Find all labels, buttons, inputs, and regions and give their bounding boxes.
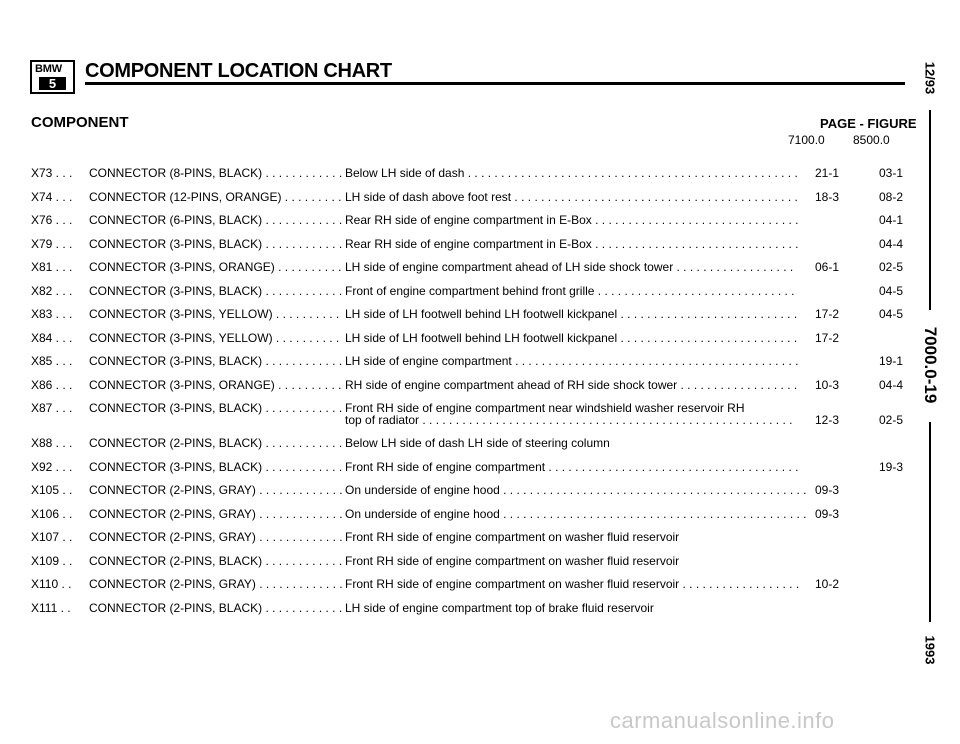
component-name: CONNECTOR (6-PINS, BLACK) . . . . . . . . . . . . — [89, 213, 343, 227]
side-margin-strip — [921, 60, 939, 668]
component-name: CONNECTOR (2-PINS, BLACK) . . . . . . . . . . . . — [89, 436, 343, 450]
location-text: Rear RH side of engine compartment in E-Box . . . . . . . . . . . . . . . . . . . . . . . . . . . . . . . — [345, 213, 799, 227]
table-row — [31, 260, 911, 284]
location-text: On underside of engine hood . . . . . . . . . . . . . . . . . . . . . . . . . . . . . . . . . . . . . . . . . . . . . . — [345, 506, 807, 521]
connector-id: X74 . . . — [31, 189, 73, 204]
connector-id: X92 . . . — [31, 459, 73, 474]
component-name: CONNECTOR (3-PINS, BLACK) . . . . . . . . . . . . — [89, 401, 343, 415]
page-8500: 02-5 — [878, 413, 903, 427]
table-row — [31, 483, 911, 507]
page-7100: 06-1 — [814, 260, 839, 274]
page-8500: 04-4 — [878, 236, 903, 251]
side-rule — [929, 422, 931, 622]
table-row — [31, 436, 911, 460]
location-text-continued: top of radiator . . . . . . . . . . . . . . . . . . . . . . . . . . . . . . . . . . . . . . . . . . . . . . . . . . . . . . . . — [345, 413, 793, 427]
location-text: LH side of engine compartment . . . . . . . . . . . . . . . . . . . . . . . . . . . . . . . . . . . . . . . . . . . — [345, 354, 799, 368]
component-name: CONNECTOR (8-PINS, BLACK) . . . . . . . . . . . . — [89, 166, 343, 180]
chart-header — [30, 60, 905, 94]
connector-id: X111 . . — [31, 600, 71, 615]
page-8500: 04-1 — [878, 213, 903, 227]
location-text: LH side of engine compartment top of brake fluid reservoir — [345, 600, 654, 615]
page-7100: 17-2 — [814, 307, 839, 321]
table-row — [31, 331, 911, 355]
page-8500: 02-5 — [878, 260, 903, 274]
component-name: CONNECTOR (3-PINS, YELLOW) . . . . . . . . . . — [89, 330, 340, 345]
page-7100: 12-3 — [814, 413, 839, 427]
component-name: CONNECTOR (3-PINS, ORANGE) . . . . . . . . . . — [89, 377, 342, 392]
table-row — [31, 284, 911, 308]
location-text: LH side of dash above foot rest . . . . . . . . . . . . . . . . . . . . . . . . . . . . . . . . . . . . . . . . . . . — [345, 189, 798, 204]
page-7100: 09-3 — [814, 506, 839, 521]
connector-id: X73 . . . — [31, 166, 73, 180]
table-row — [31, 166, 911, 190]
component-name: CONNECTOR (3-PINS, BLACK) . . . . . . . . . . . . — [89, 354, 343, 368]
table-row — [31, 401, 911, 436]
location-text: On underside of engine hood . . . . . . . . . . . . . . . . . . . . . . . . . . . . . . . . . . . . . . . . . . . . . . — [345, 483, 807, 497]
location-text: Below LH side of dash LH side of steering column — [345, 436, 610, 450]
side-page-number: 7000.0-19 — [921, 326, 940, 404]
page-7100: 10-2 — [814, 577, 839, 591]
table-row — [31, 213, 911, 237]
table-row — [31, 554, 911, 578]
page-8500: 04-5 — [878, 307, 903, 321]
side-rule — [929, 110, 931, 310]
component-table — [31, 166, 911, 624]
component-heading: COMPONENT — [31, 114, 129, 131]
location-text: LH side of engine compartment ahead of LH side shock tower . . . . . . . . . . . . . . . . . . — [345, 260, 794, 274]
table-row — [31, 307, 911, 331]
watermark: carmanualsonline.info — [610, 708, 835, 733]
component-name: CONNECTOR (2-PINS, GRAY) . . . . . . . . . . . . . — [89, 506, 343, 521]
table-row — [31, 460, 911, 484]
page-7100: 18-3 — [814, 189, 839, 204]
table-row — [31, 601, 911, 625]
location-text: LH side of LH footwell behind LH footwell kickpanel . . . . . . . . . . . . . . . . . . . . . . . . . . . — [345, 330, 798, 345]
component-name: CONNECTOR (12-PINS, ORANGE) . . . . . . . . . — [89, 189, 342, 204]
table-row — [31, 507, 911, 531]
connector-id: X109 . . — [31, 553, 73, 568]
location-text: Rear RH side of engine compartment in E-Box . . . . . . . . . . . . . . . . . . . . . . . . . . . . . . . — [345, 236, 799, 251]
page-7100: 10-3 — [814, 377, 839, 392]
page-8500: 08-2 — [878, 189, 903, 204]
connector-id: X83 . . . — [31, 307, 73, 321]
page-8500: 19-1 — [878, 354, 903, 368]
table-row — [31, 190, 911, 214]
page-7100: 17-2 — [814, 330, 839, 345]
connector-id: X84 . . . — [31, 330, 73, 345]
location-text: LH side of LH footwell behind LH footwell kickpanel . . . . . . . . . . . . . . . . . . . . . . . . . . . — [345, 307, 798, 321]
component-name: CONNECTOR (2-PINS, GRAY) . . . . . . . . . . . . . — [89, 530, 343, 544]
page-title: COMPONENT LOCATION CHART — [85, 60, 392, 82]
component-name: CONNECTOR (3-PINS, BLACK) . . . . . . . . . . . . — [89, 236, 343, 251]
connector-id: X110 . . — [31, 577, 72, 591]
component-name: CONNECTOR (3-PINS, BLACK) . . . . . . . . . . . . — [89, 459, 343, 474]
connector-id: X88 . . . — [31, 436, 73, 450]
page-8500: 04-4 — [878, 377, 903, 392]
side-date: 12/93 — [922, 61, 938, 95]
table-row — [31, 577, 911, 601]
connector-id: X79 . . . — [31, 236, 73, 251]
connector-id: X86 . . . — [31, 377, 73, 392]
connector-id: X81 . . . — [31, 260, 73, 274]
location-text: RH side of engine compartment ahead of RH side shock tower . . . . . . . . . . . . . . . . . . — [345, 377, 798, 392]
page-8500: 19-3 — [878, 459, 903, 474]
column-heading-8500: 8500.0 — [853, 133, 890, 147]
title-rule — [85, 82, 905, 85]
page-7100: 09-3 — [814, 483, 839, 497]
location-text: Front RH side of engine compartment on washer fluid reservoir . . . . . . . . . . . . . . . . . . — [345, 577, 800, 591]
page-7100: 21-1 — [814, 166, 839, 180]
bmw-logo — [30, 60, 75, 94]
side-year: 1993 — [922, 635, 938, 665]
component-name: CONNECTOR (3-PINS, YELLOW) . . . . . . . . . . — [89, 307, 340, 321]
connector-id: X107 . . — [31, 530, 73, 544]
page-figure-heading: PAGE - FIGURE — [820, 116, 917, 131]
connector-id: X106 . . — [31, 506, 73, 521]
connector-id: X82 . . . — [31, 283, 73, 298]
connector-id: X105 . . — [31, 483, 73, 497]
table-row — [31, 237, 911, 261]
location-text: Below LH side of dash . . . . . . . . . . . . . . . . . . . . . . . . . . . . . . . . . . . . . . . . . . . . . . . . . . — [345, 166, 798, 180]
table-row — [31, 354, 911, 378]
logo-text: BMW — [35, 63, 62, 75]
connector-id: X85 . . . — [31, 354, 73, 368]
table-row — [31, 530, 911, 554]
component-name: CONNECTOR (2-PINS, GRAY) . . . . . . . . . . . . . — [89, 483, 343, 497]
column-heading-7100: 7100.0 — [788, 133, 825, 147]
location-text: Front RH side of engine compartment near windshield washer reservoir RH — [345, 401, 745, 415]
location-text: Front RH side of engine compartment . . . . . . . . . . . . . . . . . . . . . . . . . . . . . . . . . . . . . . — [345, 459, 799, 474]
component-name: CONNECTOR (2-PINS, BLACK) . . . . . . . . . . . . — [89, 553, 343, 568]
component-name: CONNECTOR (2-PINS, BLACK) . . . . . . . . . . . . — [89, 600, 343, 615]
page-8500: 03-1 — [878, 166, 903, 180]
component-name: CONNECTOR (2-PINS, GRAY) . . . . . . . . . . . . . — [89, 577, 343, 591]
table-row — [31, 378, 911, 402]
location-text: Front RH side of engine compartment on washer fluid reservoir — [345, 553, 680, 568]
location-text: Front RH side of engine compartment on washer fluid reservoir — [345, 530, 680, 544]
connector-id: X87 . . . — [31, 401, 73, 415]
connector-id: X76 . . . — [31, 213, 73, 227]
page-8500: 04-5 — [878, 283, 903, 298]
location-text: Front of engine compartment behind front grille . . . . . . . . . . . . . . . . . . . . . . . . . . . . . . — [345, 283, 795, 298]
component-name: CONNECTOR (3-PINS, ORANGE) . . . . . . . . . . — [89, 260, 342, 274]
component-name: CONNECTOR (3-PINS, BLACK) . . . . . . . . . . . . — [89, 283, 343, 298]
logo-number: 5 — [39, 77, 66, 90]
